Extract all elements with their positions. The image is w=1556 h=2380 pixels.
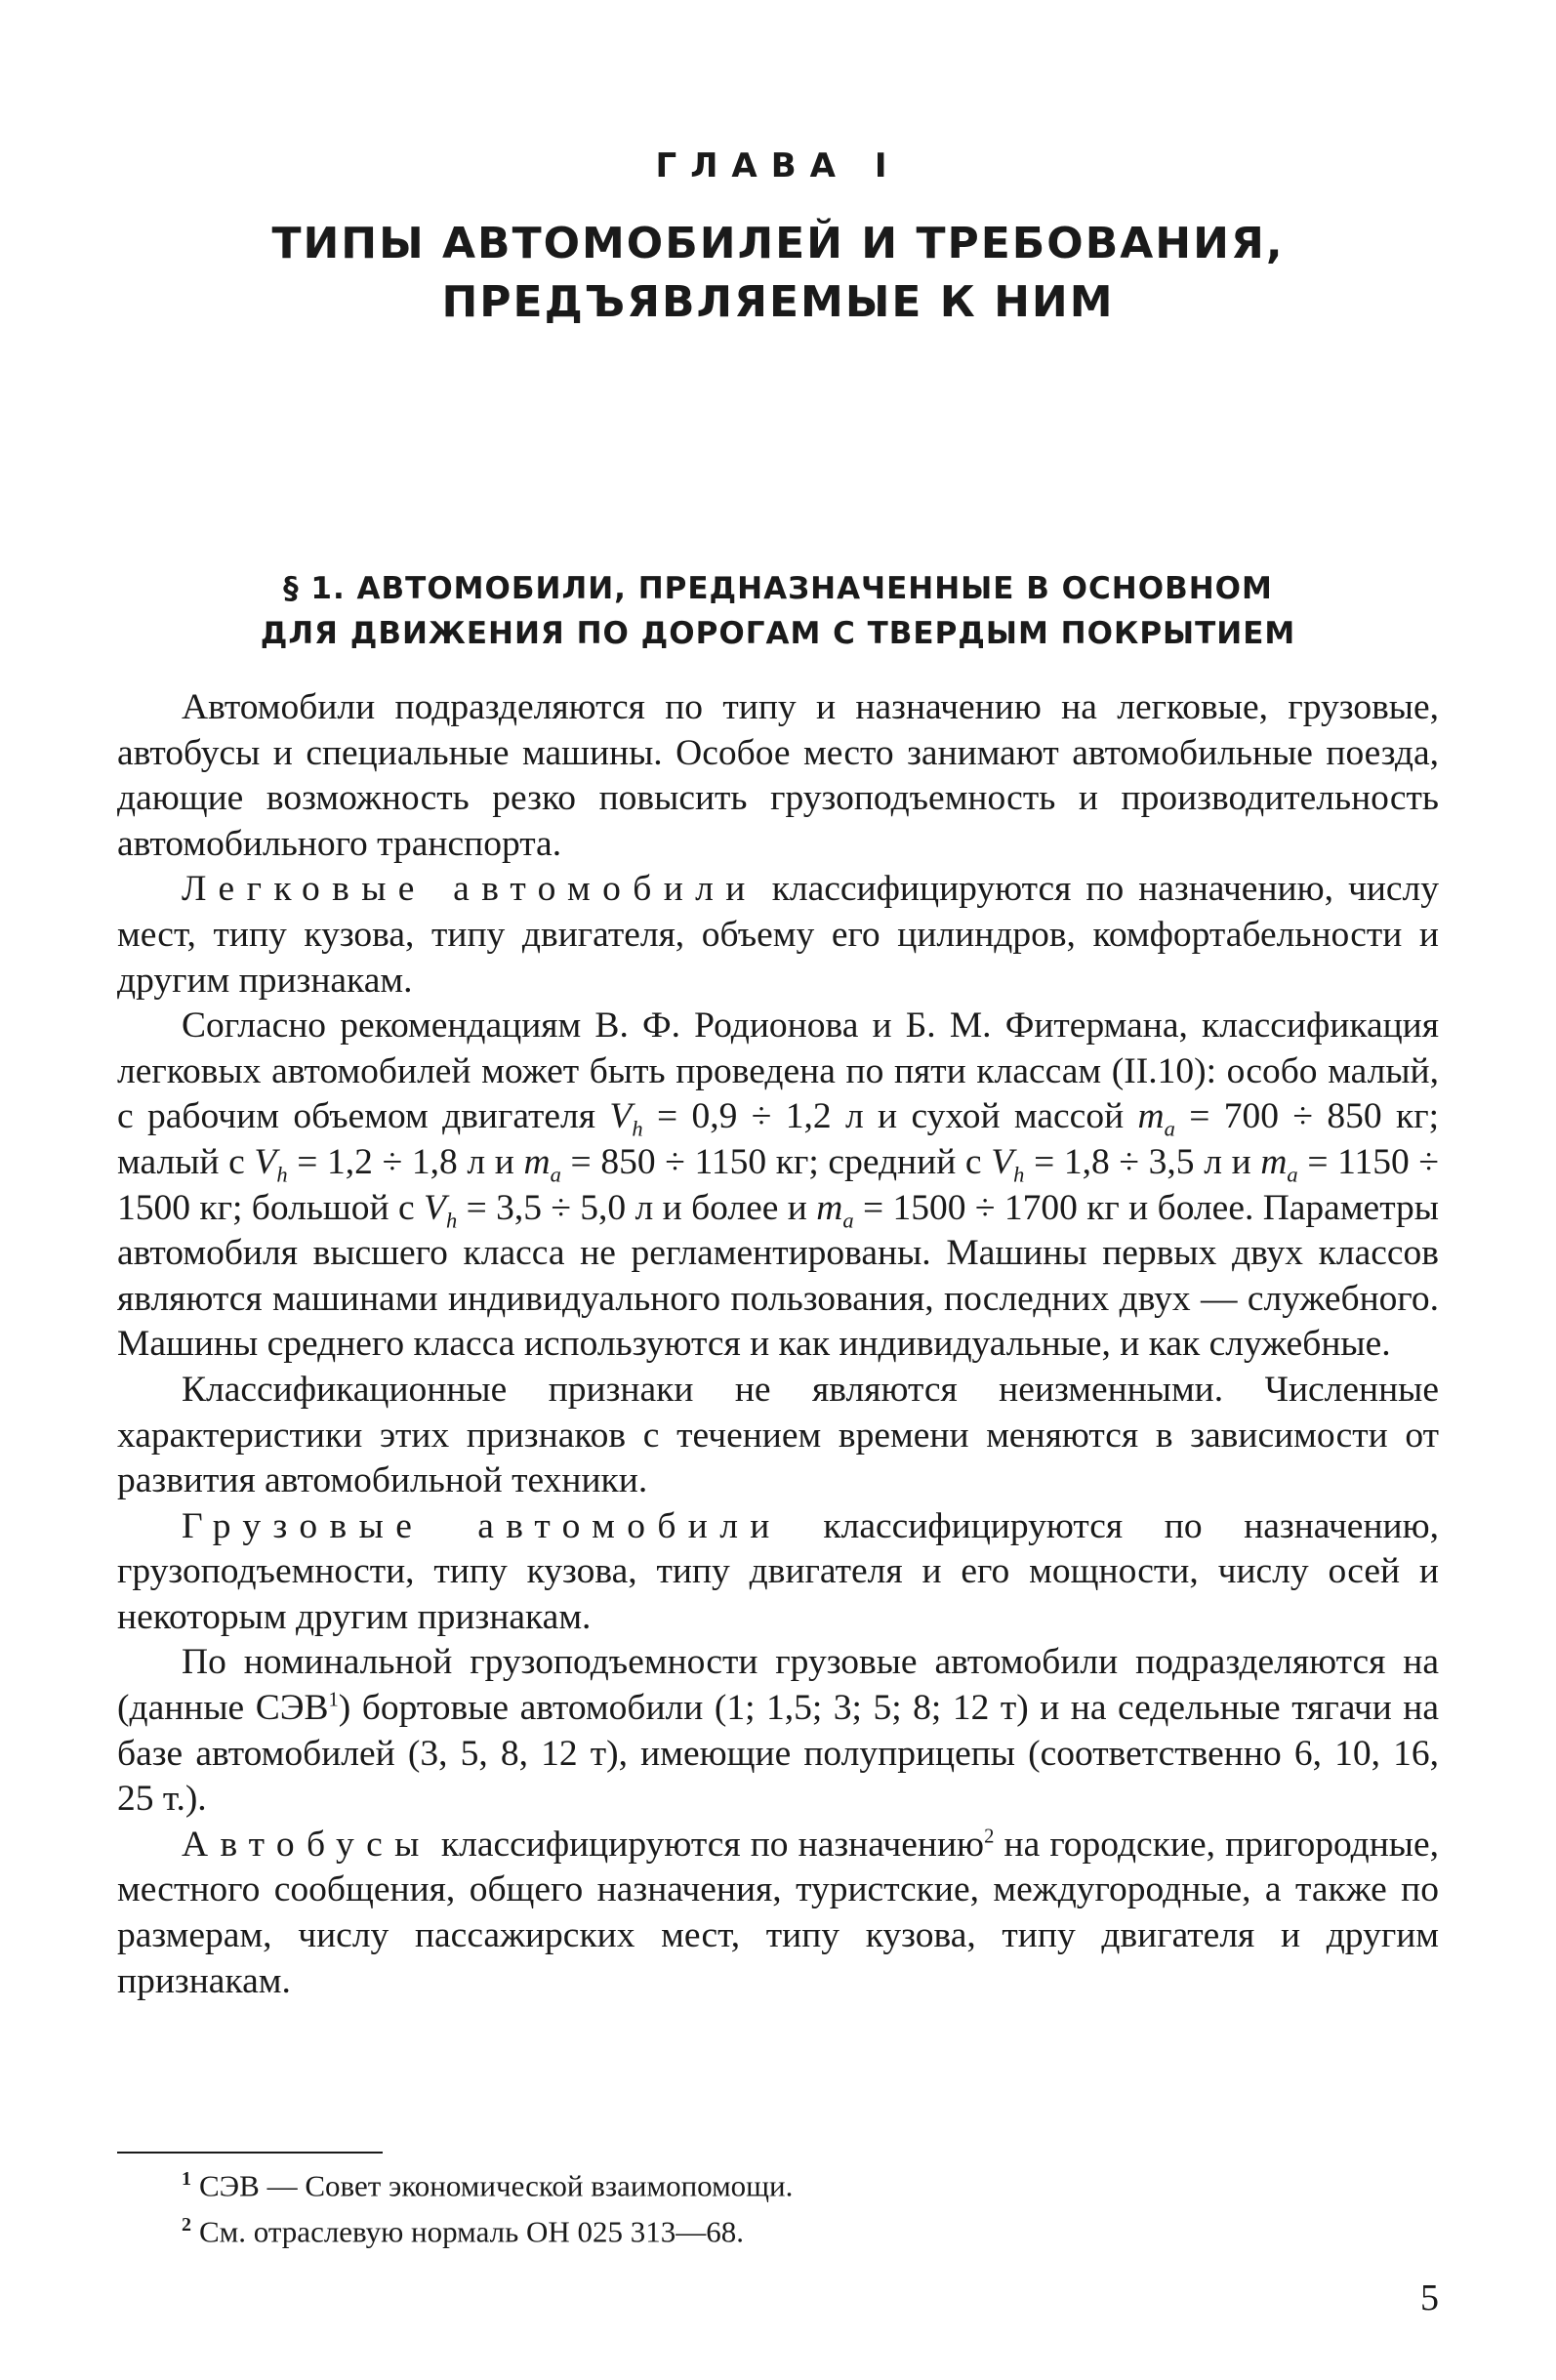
footnote-text: СЭВ — Совет экономической взаимопомощи. (199, 2168, 794, 2203)
chapter-title-line: ТИПЫ АВТОМОБИЛЕЙ И ТРЕБОВАНИЯ, (271, 219, 1285, 268)
symbol-m-a: $m_a$ (1260, 1141, 1298, 1187)
footnote-divider (117, 2152, 383, 2154)
chapter-label: ГЛАВА I (655, 146, 901, 185)
symbol-V-h: $V_h$ (254, 1141, 288, 1187)
footnote (182, 2159, 1441, 2205)
chapter-title (0, 215, 1556, 332)
paragraph: Согласно рекомендациям В. Ф. Родионова и Б. М. Фитермана, классификация легковых автомобилей может быть проведена по пяти классам (II.10): особо малый, с рабочим объемом двигателя $V_h = 0,9 \div 1,2$ л и сухой массой $m_a = 700 \div 850$ кг; малый с $V_h = 1,2 \div 1,8$ л и $m_a = 850 \div 1150$ кг; средний с $V_h = 1,8 \div 3,5$ л и $m_a = 1150 \div 1500$ кг; большой с $V_h = 3,5 \div 5,0$ л и более и $m_a = 1500 \div 1700$ кг и более. Параметры автомобиля высшего класса не регламентированы. Машины первых двух классов являются машинами индивидуального пользования, последних двух — служебного. Машины среднего класса используются и как индивидуальные, и как служебные. (117, 1005, 1440, 1365)
body-text (117, 685, 1439, 2004)
symbol-V-h: $V_h$ (609, 1096, 643, 1141)
footnotes (182, 2159, 1441, 2252)
section-title-line: § 1. АВТОМОБИЛИ, ПРЕДНАЗНАЧЕННЫЕ В ОСНОВНОМ (283, 571, 1273, 606)
spaced-term: Грузовые автомобили (182, 1505, 782, 1546)
symbol-m-a: $m_a$ (1137, 1096, 1175, 1141)
paragraph: Грузовые автомобили классифицируются по назначению, грузоподъемности, типу кузова, типу двигателя и его мощности, числу осей и некоторым другим признакам. (117, 1505, 1439, 1637)
symbol-V-h: $V_h$ (424, 1187, 458, 1233)
footnote-number: 2 (182, 2214, 191, 2236)
spaced-term: Автобусы (182, 1824, 431, 1865)
section-title-line: ДЛЯ ДВИЖЕНИЯ ПО ДОРОГАМ С ТВЕРДЫМ ПОКРЫТИЕМ (260, 616, 1296, 651)
spaced-term: Легковые автомобили (182, 869, 758, 910)
footnote-text: См. отраслевую нормаль ОН 025 313—68. (199, 2214, 744, 2249)
footnote-number: 1 (182, 2168, 191, 2190)
paragraph: По номинальной грузоподъемности грузовые автомобили подразделяются на (данные СЭВ$^1$) бортовые автомобили (1; 1,5; 3; 5; 8; 12 т) и на седельные тягачи на базе автомобилей (3, 5, 8, 12 т), имеющие полуприцепы (соответственно 6, 10, 16, 25 т.). (117, 1642, 1440, 1820)
paragraph: Автомобили подразделяются по типу и назначению на легковые, грузовые, автобусы и специальные машины. Особое место занимают автомобильные поезда, дающие возможность резко повысить грузоподъемность и производительность автомобильного транспорта. (117, 687, 1439, 864)
paragraph: Легковые автомобили классифицируются по назначению, числу мест, типу кузова, типу двигателя, объему его цилиндров, комфортабельности и другим признакам. (117, 869, 1440, 1001)
page-number: 5 (1420, 2277, 1439, 2318)
chapter-title-line: ПРЕДЪЯВЛЯЕМЫЕ К НИМ (441, 277, 1115, 327)
symbol-m-a: $m_a$ (523, 1141, 561, 1187)
footnote (182, 2205, 1441, 2251)
paragraph: Классификационные признаки не являются неизменными. Численные характеристики этих признаков с течением времени меняются в зависимости от развития автомобильной техники. (117, 1369, 1439, 1501)
footnote-ref[interactable]: 2 (984, 1826, 995, 1848)
paragraph: Автобусы классифицируются по назначению$^2$ на городские, пригородные, местного сообщения, общего назначения, туристские, междугородные, а также по размерам, числу пассажирских мест, типу кузова, типу двигателя и другим признакам. (117, 1824, 1439, 2001)
symbol-m-a: $m_a$ (816, 1187, 854, 1233)
symbol-V-h: $V_h$ (991, 1141, 1025, 1187)
section-title (117, 566, 1439, 656)
footnote-ref[interactable]: 1 (328, 1689, 339, 1711)
